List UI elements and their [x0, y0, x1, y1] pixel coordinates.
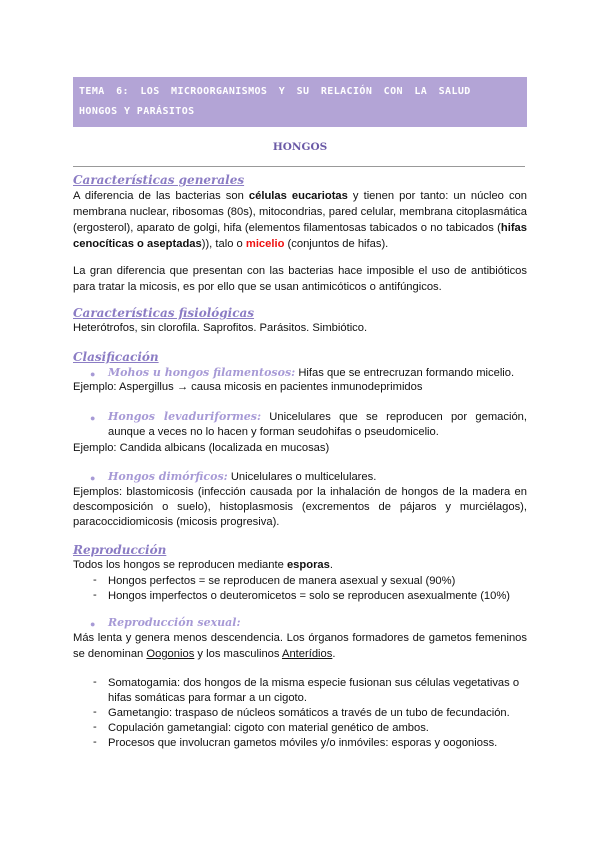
bullet-icon: ●: [90, 473, 96, 483]
dash-marker: -: [93, 706, 97, 718]
list-item: Hongos levaduriformes: Unicelulares que se reproducen por gemación,: [108, 410, 527, 423]
list-item: Hongos perfectos = se reproducen de manera asexual y sexual (90%): [108, 575, 456, 587]
paragraph-line: para tratar la micosis, es por ello que se usan antimicóticos o antifúngicos.: [73, 281, 442, 293]
list-item: Procesos que involucran gametos móviles y/o inmóviles: esporas y oogonioss.: [108, 737, 498, 749]
subheading-sexual: Reproducción sexual:: [108, 616, 241, 629]
list-item: Hongos dimórficos: Unicelulares o multicelulares.: [108, 470, 377, 483]
paragraph-line: Ejemplo: Candida albicans (localizada en mucosas): [73, 442, 330, 454]
heading-fisiologicas: Características fisiológicas: [73, 306, 255, 320]
divider: [73, 166, 525, 167]
list-item: Copulación gametangial: cigoto con material genético de ambos.: [108, 722, 429, 734]
paragraph-line: Todos los hongos se reproducen mediante esporas.: [73, 559, 333, 571]
list-item-continued: hifas somáticas para formar a un cigoto.: [108, 692, 307, 704]
list-item-continued: aunque a veces no lo hacen y forman seudohifas o pseudomicelio.: [108, 426, 439, 438]
paragraph-line: (ergosterol), aparato de golgi, hifa (elementos filamentosas tabicados o no tabicados (hifas: [73, 222, 527, 234]
dash-marker: -: [93, 589, 97, 601]
paragraph-line: A diferencia de las bacterias son células eucariotas y tienen por tanto: un núcleo con: [73, 190, 527, 202]
section-title: HONGOS: [272, 141, 328, 153]
list-item: Mohos u hongos filamentosos: Hifas que se entrecruzan formando micelio.: [108, 366, 515, 379]
paragraph-line: descomposición o suelo), histoplasmosis (excrementos de pájaros y murciélagos),: [73, 501, 527, 513]
list-item: Gametangio: traspaso de núcleos somáticos a través de un tubo de fecundación.: [108, 707, 510, 719]
paragraph-line: Heterótrofos, sin clorofila. Saprofitos. Parásitos. Simbiótico.: [73, 322, 368, 334]
paragraph-line: Ejemplos: blastomicosis (infección causada por la inhalación de hongos de la madera en: [73, 486, 527, 498]
list-item: Hongos imperfectos o deuteromicetos = solo se reproducen asexualmente (10%): [108, 590, 511, 602]
bullet-icon: ●: [90, 413, 96, 423]
title-line-1: TEMA 6: LOS MICROORGANISMOS Y SU RELACIÓN CON LA SALUD: [79, 86, 471, 97]
paragraph-line: se denominan Oogonios y los masculinos Anterídios.: [73, 648, 336, 660]
bullet-icon: ●: [90, 369, 96, 379]
heading-reproduccion: Reproducción: [73, 543, 167, 557]
paragraph-line: cenocíticas o aseptadas)), talo o micelio (conjuntos de hifas).: [73, 238, 389, 250]
bullet-icon: ●: [90, 619, 96, 629]
heading-clasificacion: Clasificación: [73, 350, 159, 364]
dash-marker: -: [93, 721, 97, 733]
title-banner: [73, 77, 527, 127]
paragraph-line: membrana nuclear, ribosomas (80s), mitocondrias, pared celular, membrana citoplasmática: [73, 206, 527, 218]
paragraph-line: La gran diferencia que presentan con las bacterias hace imposible el uso de antibióticos: [73, 265, 527, 277]
dash-marker: -: [93, 676, 97, 688]
paragraph-line: Más lenta y genera menos descendencia. Los órganos formadores de gametos femeninos: [73, 632, 527, 644]
list-item: Somatogamia: dos hongos de la misma especie fusionan sus células vegetativas o: [108, 677, 520, 689]
heading-caracteristicas: Características generales: [73, 173, 245, 187]
dash-marker: -: [93, 574, 97, 586]
paragraph-line: paracoccidiomicosis (micosis progresiva).: [73, 516, 280, 528]
title-line-2: HONGOS Y PARÁSITOS: [79, 106, 195, 117]
paragraph-line: Ejemplo: Aspergillus → causa micosis en pacientes inmunodeprimidos: [73, 381, 423, 393]
dash-marker: -: [93, 736, 97, 748]
